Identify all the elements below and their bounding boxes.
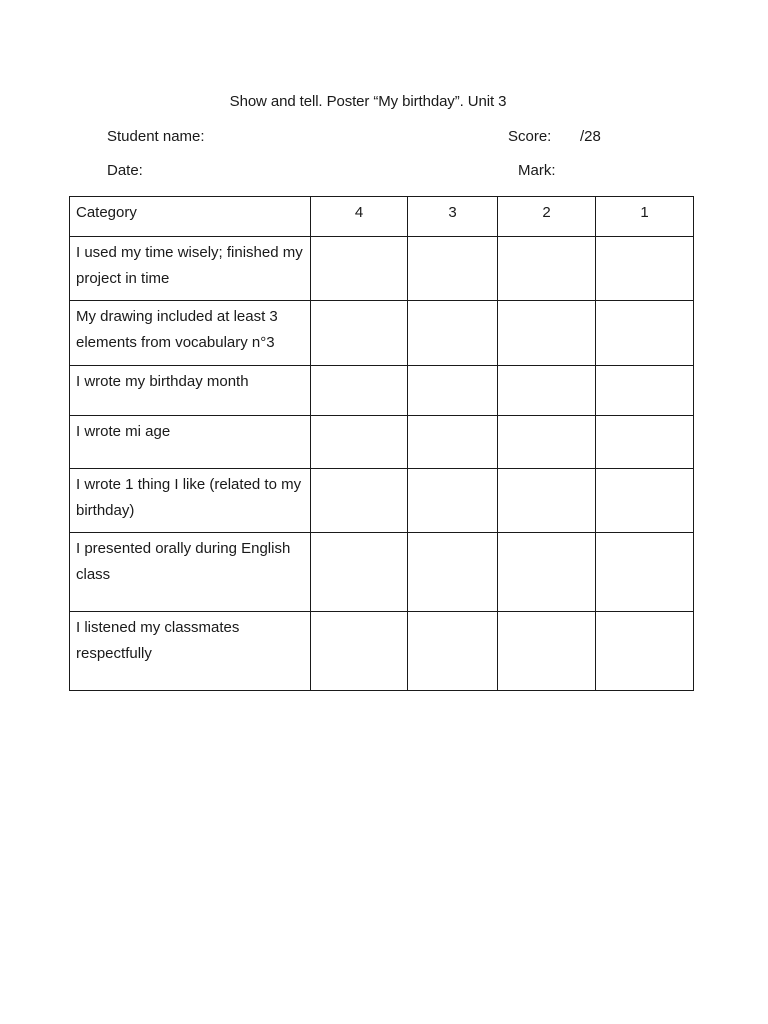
score-cell-3	[408, 416, 498, 469]
category-cell: I listened my classmates respectfully	[70, 612, 311, 691]
page-title: Show and tell. Poster “My birthday”. Unit 3	[229, 93, 507, 110]
score-cell-1	[596, 533, 694, 612]
category-cell: I wrote my birthday month	[70, 366, 311, 416]
score-cell-2	[498, 533, 596, 612]
table-row	[70, 533, 694, 612]
score-cell-3	[408, 469, 498, 533]
score-cell-1	[596, 301, 694, 366]
category-cell: I used my time wisely; finished my project in time	[70, 237, 311, 301]
category-cell: My drawing included at least 3 elements from vocabulary n°3	[70, 301, 311, 366]
score-cell-2	[498, 237, 596, 301]
table-row	[70, 469, 694, 533]
score-cell-2	[498, 366, 596, 416]
score-cell-4	[311, 469, 408, 533]
score-cell-4	[311, 301, 408, 366]
column-header-4: 4	[311, 197, 408, 237]
score-cell-3	[408, 533, 498, 612]
column-header-3: 3	[408, 197, 498, 237]
mark-label: Mark:	[518, 162, 556, 179]
column-header-category: Category	[70, 197, 311, 237]
score-cell-4	[311, 237, 408, 301]
score-cell-3	[408, 366, 498, 416]
score-cell-2	[498, 416, 596, 469]
date-label: Date:	[107, 162, 143, 179]
score-cell-3	[408, 612, 498, 691]
score-cell-2	[498, 301, 596, 366]
table-row	[70, 366, 694, 416]
score-cell-1	[596, 416, 694, 469]
student-name-label: Student name:	[107, 128, 205, 145]
score-cell-1	[596, 366, 694, 416]
table-header-row	[70, 197, 694, 237]
table-row	[70, 237, 694, 301]
rubric-table	[69, 196, 694, 691]
score-cell-3	[408, 301, 498, 366]
score-cell-3	[408, 237, 498, 301]
score-cell-1	[596, 612, 694, 691]
score-cell-2	[498, 612, 596, 691]
table-row	[70, 612, 694, 691]
score-cell-4	[311, 612, 408, 691]
score-cell-4	[311, 366, 408, 416]
column-header-1: 1	[596, 197, 694, 237]
category-cell: I wrote mi age	[70, 416, 311, 469]
table-row	[70, 301, 694, 366]
score-cell-1	[596, 237, 694, 301]
category-cell: I presented orally during English class	[70, 533, 311, 612]
score-cell-1	[596, 469, 694, 533]
table-row	[70, 416, 694, 469]
category-cell: I wrote 1 thing I like (related to my birthday)	[70, 469, 311, 533]
score-cell-4	[311, 533, 408, 612]
score-total: /28	[580, 128, 601, 145]
score-cell-4	[311, 416, 408, 469]
score-cell-2	[498, 469, 596, 533]
score-label: Score:	[508, 128, 552, 145]
column-header-2: 2	[498, 197, 596, 237]
